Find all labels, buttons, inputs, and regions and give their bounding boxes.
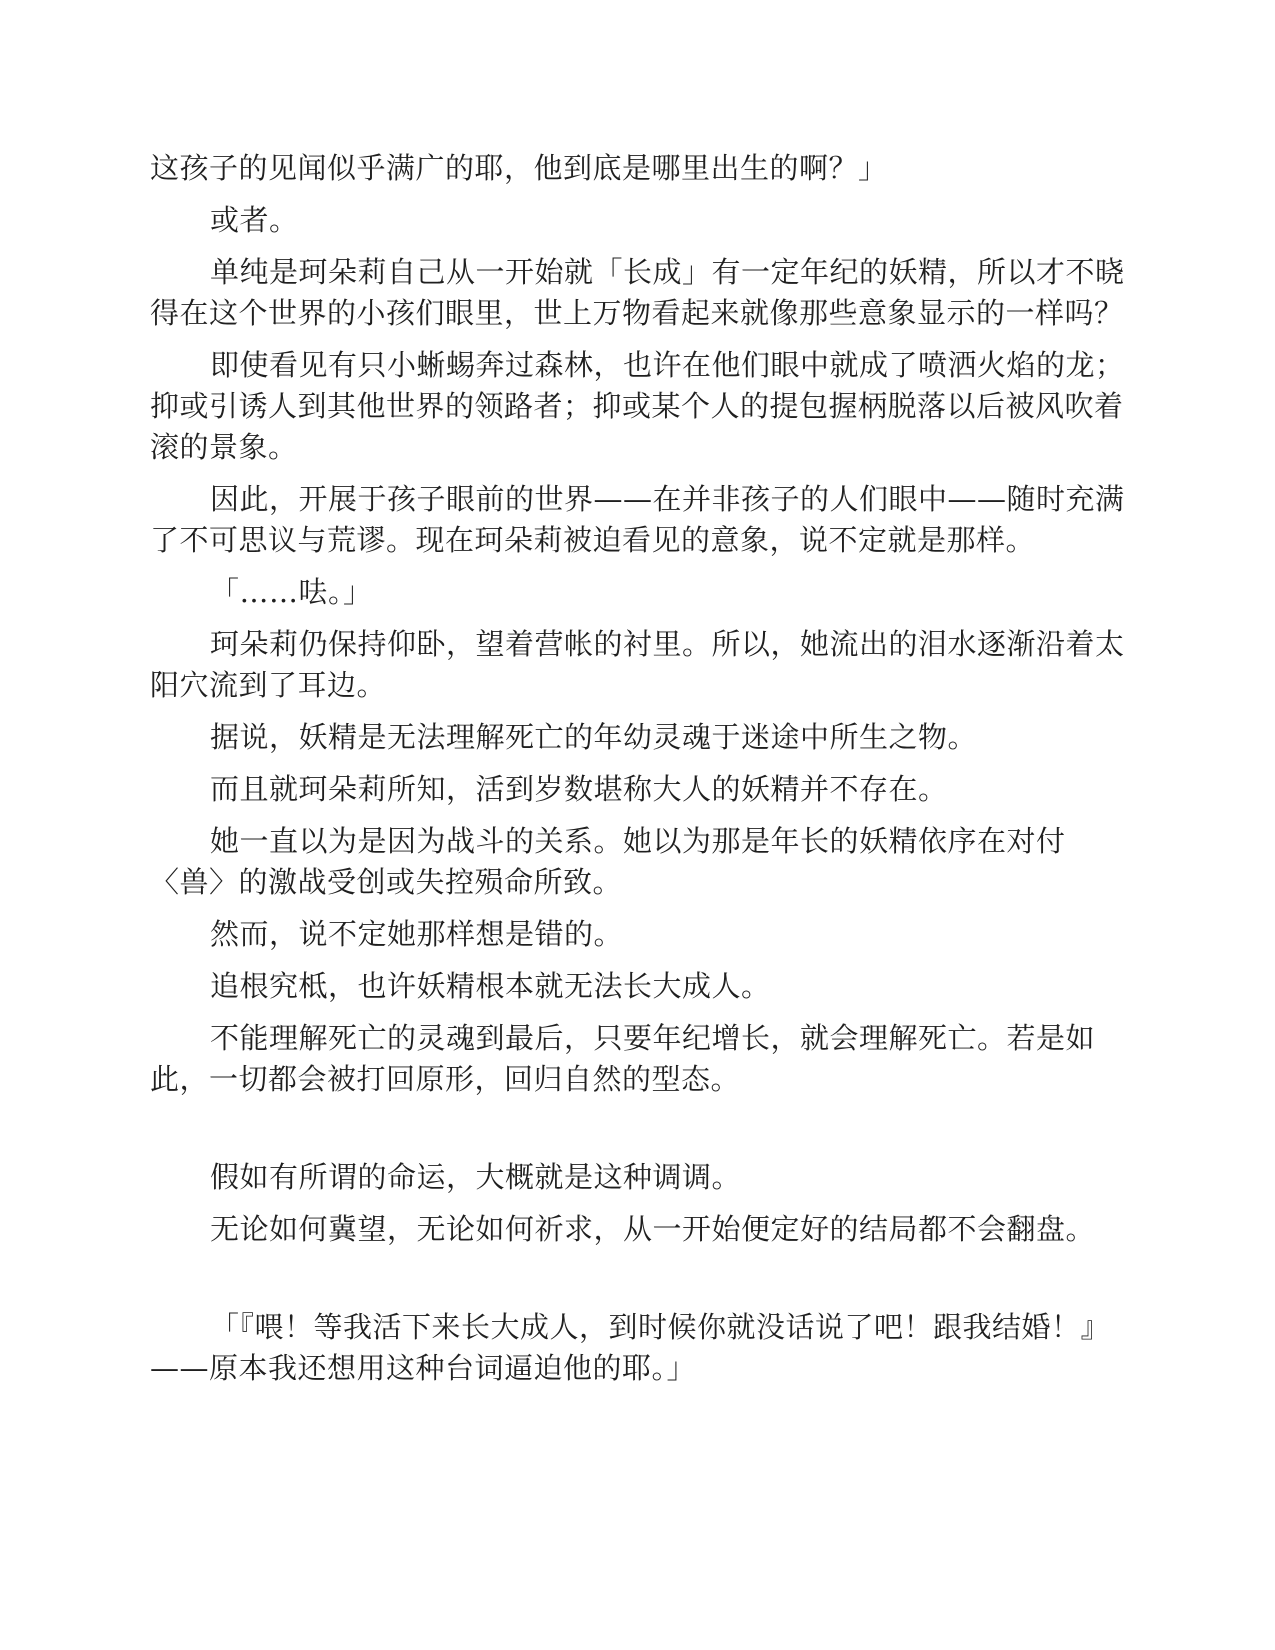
paragraph-9: 而且就珂朵莉所知，活到岁数堪称大人的妖精并不存在。 (210, 772, 948, 806)
paragraph-16: 「『喂！等我活下来长大成人，到时候你就没话说了吧！跟我结婚！』——原本我还想用这种台词逼迫他的耶。」 (150, 1310, 1111, 1385)
paragraph-13: 不能理解死亡的灵魂到最后，只要年纪增长，就会理解死亡。若是如此，一切都会被打回原形，回归自然的型态。 (150, 1021, 1096, 1096)
paragraph-6: 「……呿。」 (210, 575, 373, 609)
paragraph-11: 然而，说不定她那样想是错的。 (210, 917, 624, 951)
paragraph-14: 假如有所谓的命运，大概就是这种调调。 (210, 1160, 742, 1194)
document-page (150, 148, 1125, 1400)
paragraph-3: 单纯是珂朵莉自己从一开始就「长成」有一定年纪的妖精，所以才不晓得在这个世界的小孩们眼里，世上万物看起来就像那些意象显示的一样吗？ (150, 255, 1125, 330)
paragraph-8: 据说，妖精是无法理解死亡的年幼灵魂于迷途中所生之物。 (210, 720, 978, 754)
paragraph-12: 追根究柢，也许妖精根本就无法长大成人。 (210, 969, 771, 1003)
paragraph-2: 或者。 (210, 203, 299, 237)
paragraph-1: 这孩子的见闻似乎满广的耶，他到底是哪里出生的啊？」 (150, 151, 888, 185)
section-break (150, 1261, 1125, 1307)
paragraph-5: 因此，开展于孩子眼前的世界——在并非孩子的人们眼中——随时充满了不可思议与荒谬。现在珂朵莉被迫看见的意象，说不定就是那样。 (150, 482, 1125, 557)
paragraph-10: 她一直以为是因为战斗的关系。她以为那是年长的妖精依序在对付〈兽〉的激战受创或失控殒命所致。 (150, 824, 1066, 899)
paragraph-7: 珂朵莉仍保持仰卧，望着营帐的衬里。所以，她流出的泪水逐渐沿着太阳穴流到了耳边。 (150, 627, 1125, 702)
paragraph-15: 无论如何冀望，无论如何祈求，从一开始便定好的结局都不会翻盘。 (210, 1212, 1096, 1246)
paragraph-4: 即使看见有只小蜥蜴奔过森林，也许在他们眼中就成了喷洒火焰的龙；抑或引诱人到其他世界的领路者；抑或某个人的提包握柄脱落以后被风吹着滚的景象。 (150, 348, 1125, 464)
section-break (150, 1111, 1125, 1157)
